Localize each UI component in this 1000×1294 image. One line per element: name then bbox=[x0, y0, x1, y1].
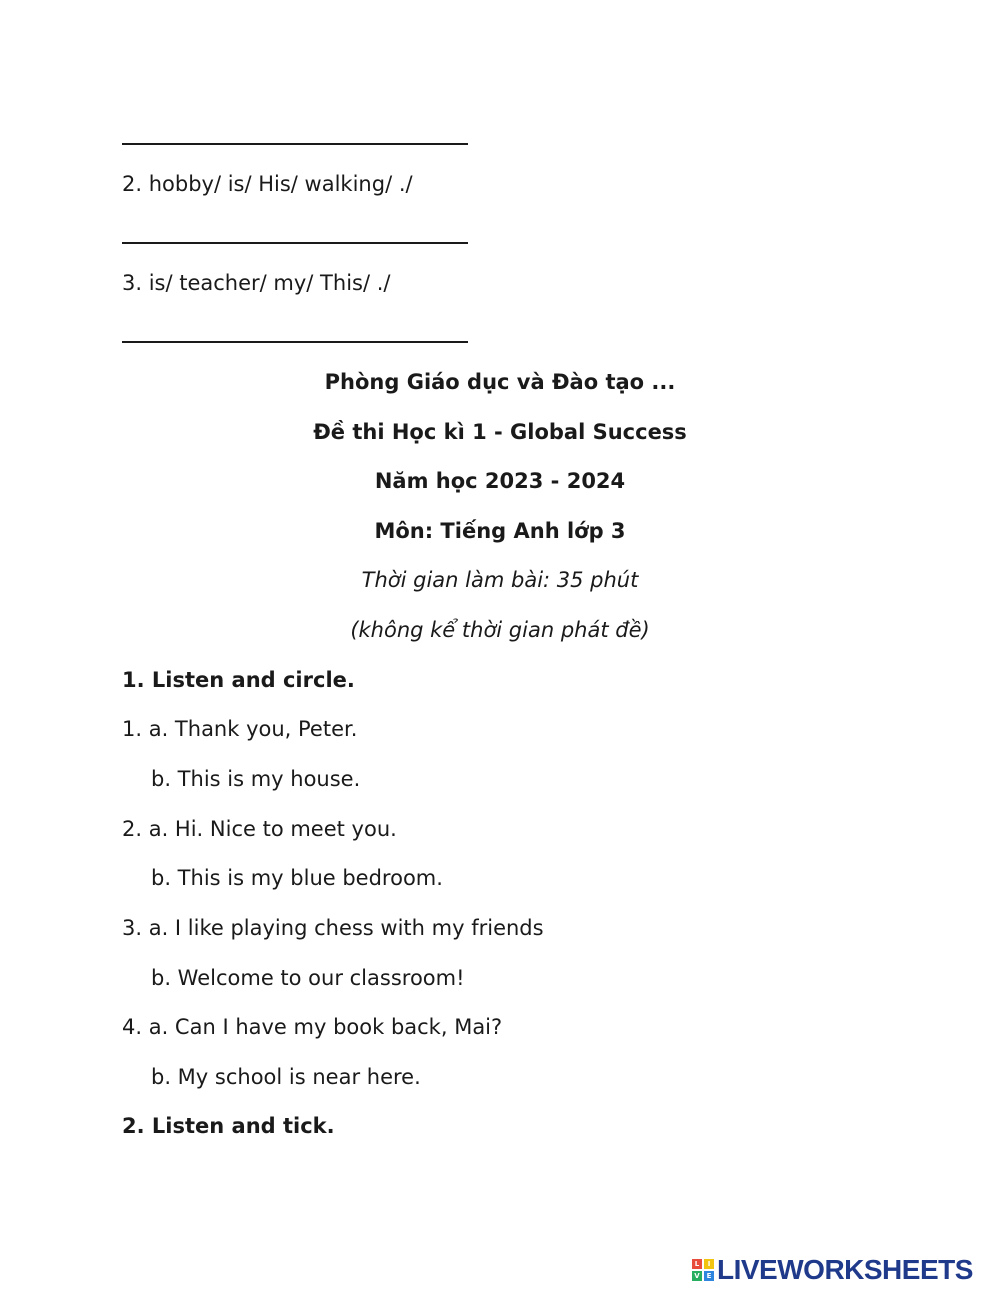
answer-line[interactable] bbox=[122, 143, 468, 145]
list-item[interactable]: b. This is my blue bedroom. bbox=[151, 866, 443, 890]
logo-mark-letter: E bbox=[704, 1271, 714, 1281]
list-item[interactable]: 1. a. Thank you, Peter. bbox=[122, 717, 358, 741]
logo-mark-letter: I bbox=[704, 1259, 714, 1269]
list-item[interactable]: 3. a. I like playing chess with my friends bbox=[122, 916, 544, 940]
section-2-title: 2. Listen and tick. bbox=[122, 1114, 335, 1138]
header-school-year: Năm học 2023 - 2024 bbox=[374, 469, 626, 493]
header-exam-title: Đề thi Học kì 1 - Global Success bbox=[313, 420, 687, 444]
list-item[interactable]: 4. a. Can I have my book back, Mai? bbox=[122, 1015, 503, 1039]
logo-mark-letter: V bbox=[692, 1271, 702, 1281]
section-1-title: 1. Listen and circle. bbox=[122, 668, 355, 692]
header-note: (không kể thời gian phát đề) bbox=[350, 618, 650, 642]
list-item[interactable]: b. Welcome to our classroom! bbox=[151, 966, 465, 990]
answer-line[interactable] bbox=[122, 242, 468, 244]
list-item[interactable]: b. This is my house. bbox=[151, 767, 361, 791]
header-department: Phòng Giáo dục và Đào tạo ... bbox=[324, 370, 676, 394]
header-subject: Môn: Tiếng Anh lớp 3 bbox=[374, 519, 626, 543]
logo-mark-letter: L bbox=[692, 1259, 702, 1269]
logo-text: LIVEWORKSHEETS bbox=[717, 1254, 973, 1285]
exercise-item-2: 2. hobby/ is/ His/ walking/ ./ bbox=[122, 172, 413, 196]
list-item[interactable]: 2. a. Hi. Nice to meet you. bbox=[122, 817, 397, 841]
logo-mark-icon bbox=[692, 1259, 714, 1281]
liveworksheets-logo[interactable] bbox=[692, 1255, 973, 1285]
header-time: Thời gian làm bài: 35 phút bbox=[361, 568, 639, 592]
list-item[interactable]: b. My school is near here. bbox=[151, 1065, 421, 1089]
exercise-item-3: 3. is/ teacher/ my/ This/ ./ bbox=[122, 271, 391, 295]
answer-line[interactable] bbox=[122, 341, 468, 343]
